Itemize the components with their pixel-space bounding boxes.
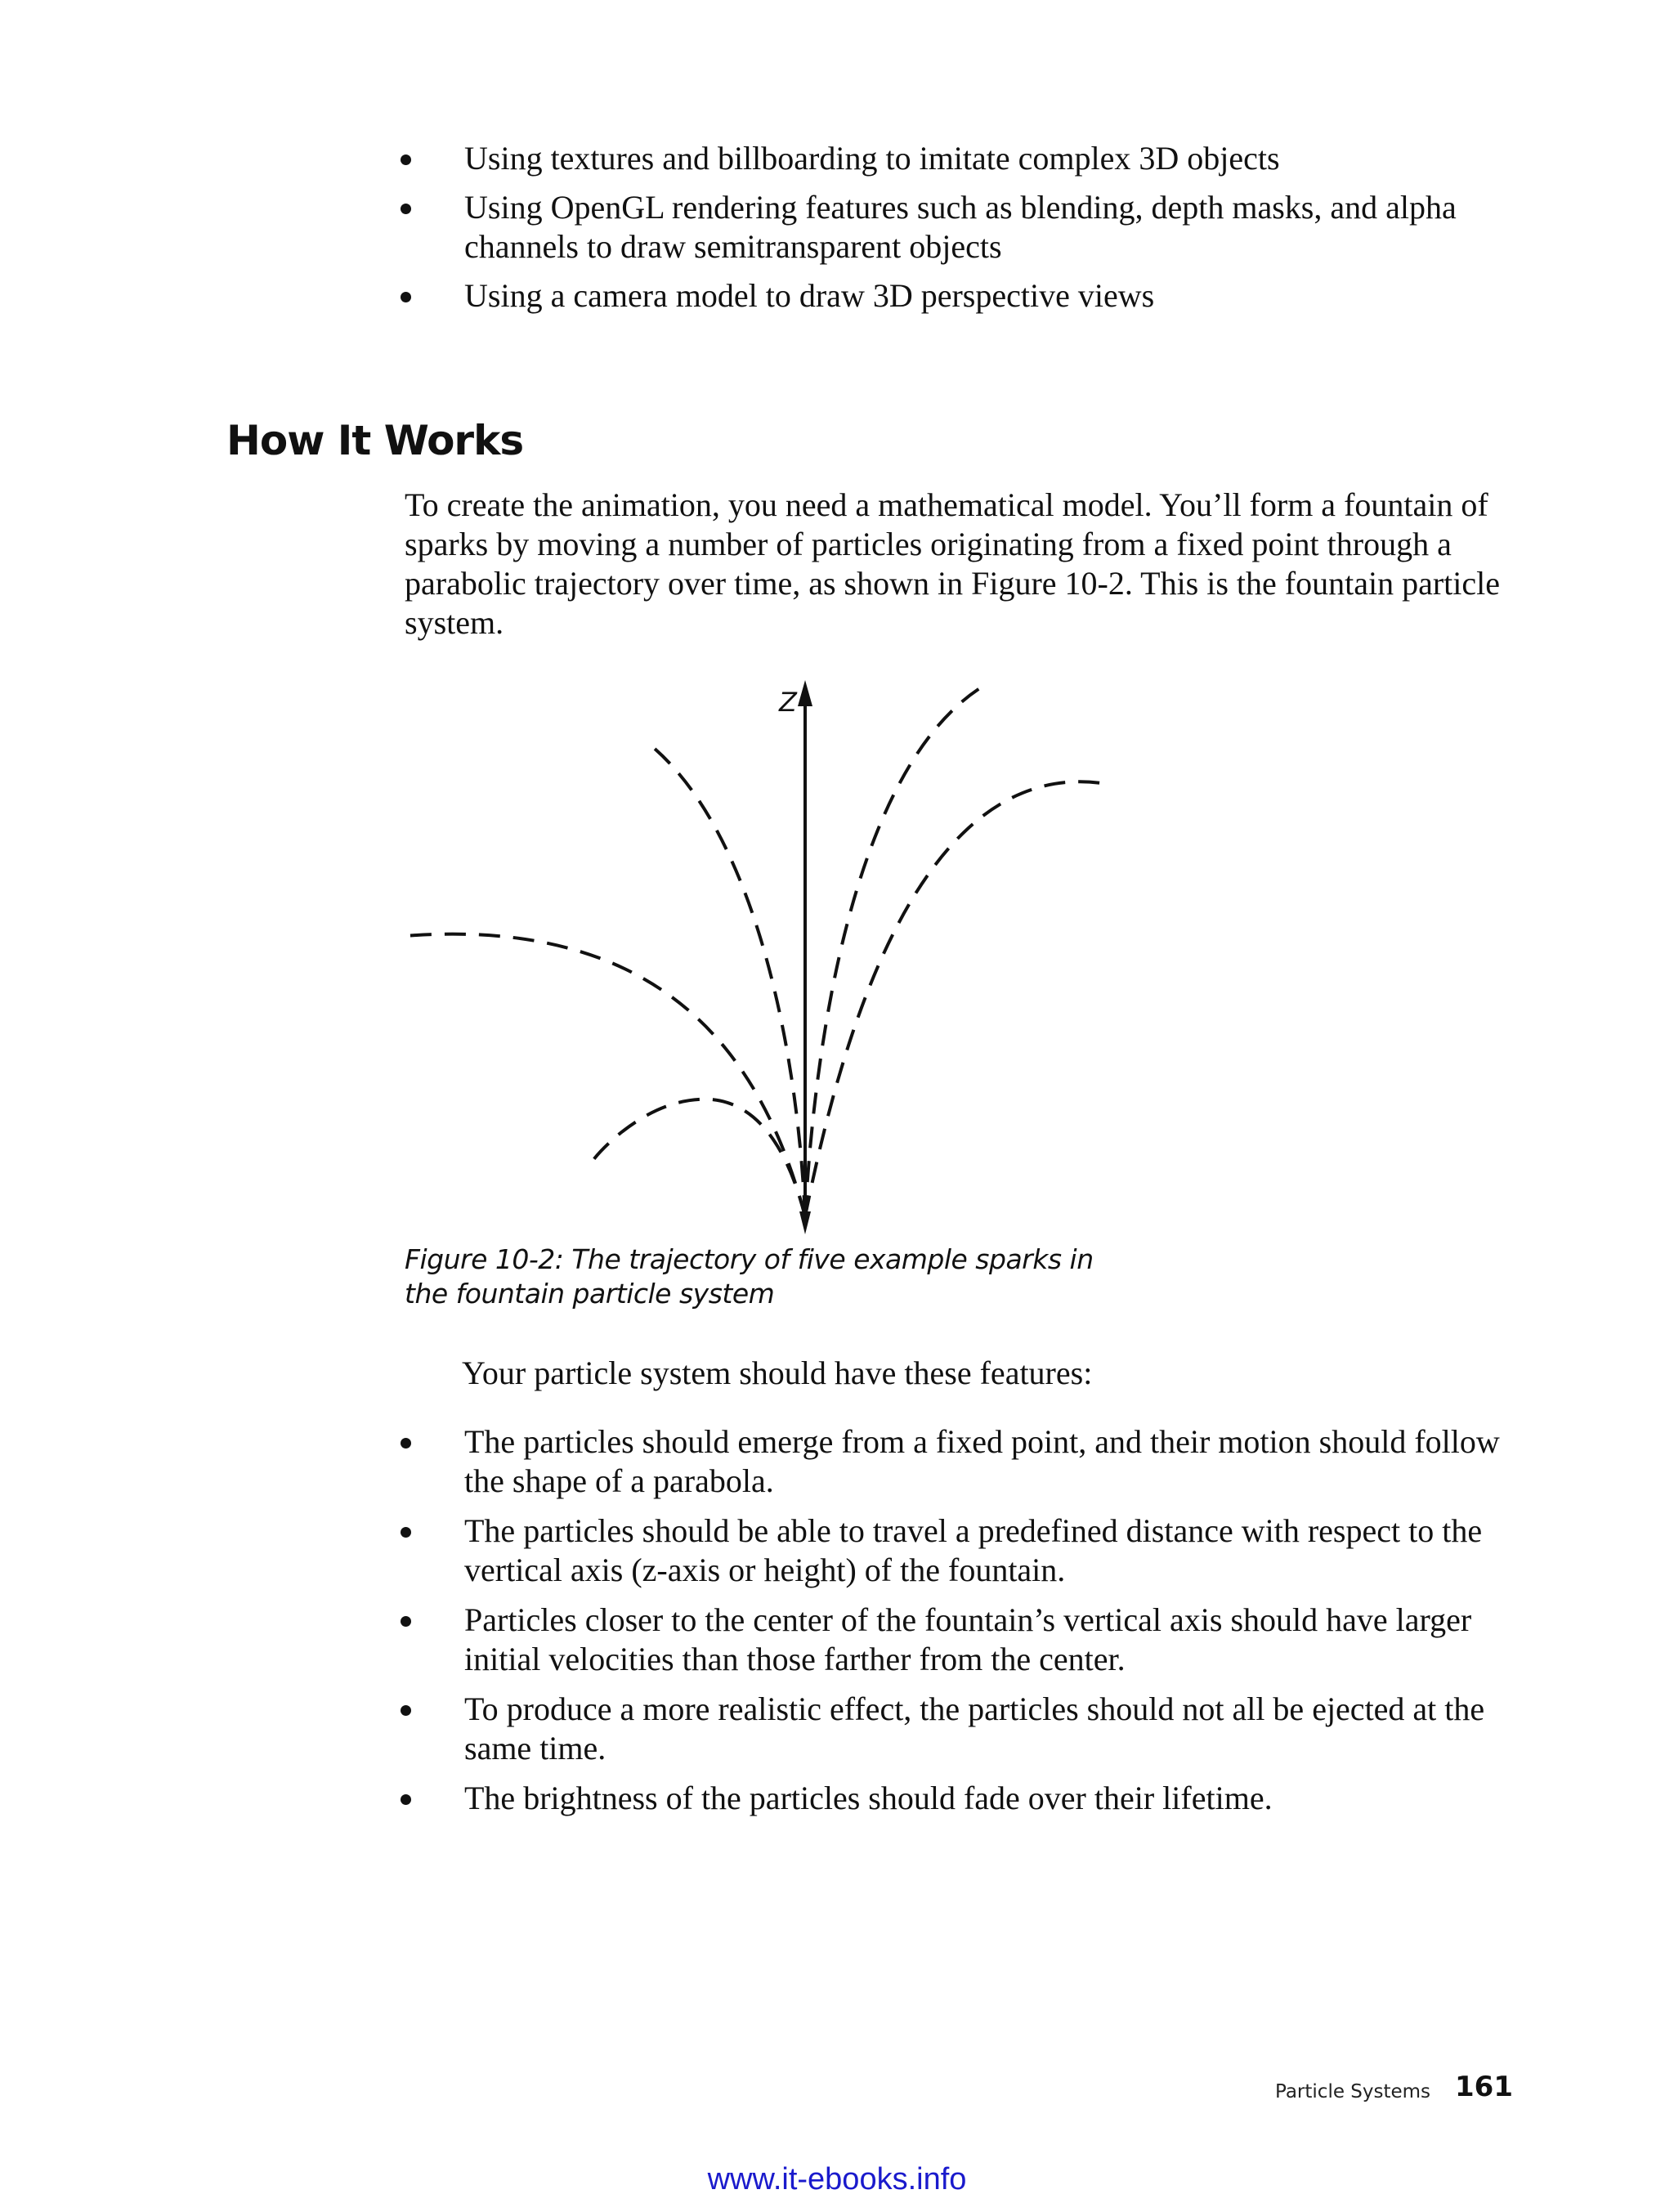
bullet-dot-icon (401, 154, 411, 165)
bullet-dot-icon (401, 1527, 411, 1538)
bullet-item (0, 1690, 1674, 1768)
bullet-text: The particles should emerge from a fixed point, and their motion should follow the shape of a parabola. (464, 1423, 1500, 1499)
z-axis-tail-arrow-icon (799, 1211, 811, 1234)
fountain-trajectory-diagram (392, 670, 1144, 1234)
figure-caption: Figure 10-2: The trajectory of five example sparks in the fountain particle system (405, 1243, 1094, 1310)
bullet-text: The particles should be able to travel a predefined distance with respect to the vertical axis (z-axis or height) of the fountain. (464, 1512, 1483, 1588)
bullet-dot-icon (401, 1794, 411, 1805)
bullet-text: Particles closer to the center of the fountain’s vertical axis should have larger initial velocities than those farther from the center. (464, 1601, 1472, 1677)
watermark-link[interactable]: www.it-ebooks.info (707, 2162, 967, 2196)
bullet-text: Using textures and billboarding to imitate complex 3D objects (464, 140, 1280, 177)
spark-trajectory-near-left (593, 1099, 805, 1216)
bullet-dot-icon (401, 1438, 411, 1449)
bullet-text: Using OpenGL rendering features such as blending, depth masks, and alpha channels to draw semitransparent objects (464, 189, 1457, 265)
z-axis-arrowhead-icon (798, 680, 812, 706)
bullet-text: The brightness of the particles should fade over their lifetime. (464, 1780, 1273, 1816)
bullet-item (0, 1779, 1674, 1818)
spark-trajectory-far-left (405, 934, 805, 1216)
bullet-dot-icon (401, 292, 411, 302)
bullet-item (0, 188, 1674, 266)
page-number: 161 (1455, 2071, 1513, 2103)
z-axis-label: Z (779, 687, 797, 718)
fountain-figure (392, 670, 1144, 1234)
bullet-item (0, 1511, 1674, 1590)
features-bullet-list (0, 1422, 1674, 1829)
bullet-dot-icon (401, 204, 411, 214)
bullet-text: To produce a more realistic effect, the particles should not all be ejected at the same time. (464, 1690, 1485, 1766)
intro-bullet-list (0, 139, 1674, 325)
bullet-item (0, 276, 1674, 316)
features-intro: Your particle system should have these features: (462, 1355, 1093, 1391)
bullet-text: Using a camera model to draw 3D perspective views (464, 277, 1155, 314)
bullet-dot-icon (401, 1705, 411, 1716)
running-footer-section: Particle Systems (1275, 2081, 1431, 2102)
bullet-item (0, 1422, 1674, 1501)
bullet-dot-icon (401, 1616, 411, 1627)
section-heading: How It Works (226, 417, 524, 464)
bullet-item (0, 139, 1674, 178)
bullet-item (0, 1601, 1674, 1679)
spark-trajectory-upper-right (805, 683, 989, 1216)
body-paragraph: To create the animation, you need a mathematical model. You’ll form a fountain of sparks by moving a number of particles originating from a fixed point through a parabolic trajectory over time, as shown in Figure 10-2. This is the fountain particle system. (405, 486, 1501, 641)
spark-trajectory-far-right (805, 781, 1112, 1216)
